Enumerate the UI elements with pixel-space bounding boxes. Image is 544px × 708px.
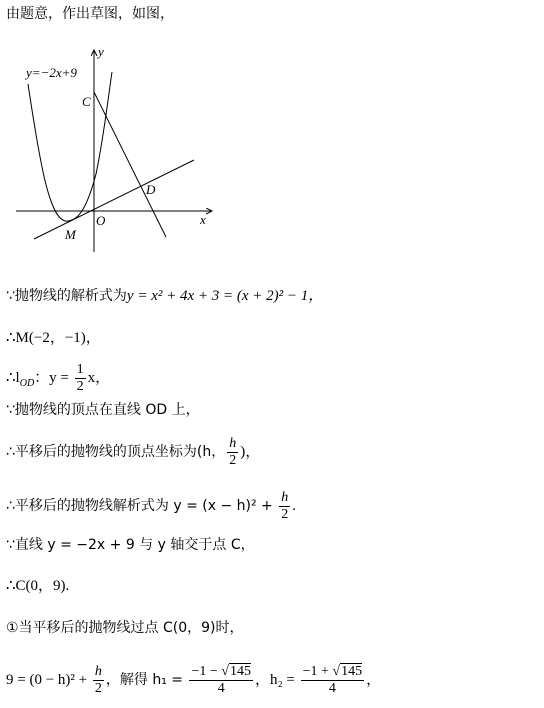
y-axis-label: y (98, 44, 104, 59)
step-10-pre: 9 = (0 − h)² + (6, 671, 91, 688)
intro-text: 由题意，作出草图，如图， (6, 6, 174, 22)
line-label: y=−2x+9 (26, 65, 77, 80)
step-7: ∵直线 y = −2x + 9 与 y 轴交于点 C， (6, 537, 255, 553)
step-8: ∴C(0，9). (6, 578, 70, 594)
step-6-den: 2 (281, 507, 289, 522)
step-3-sub: OD (19, 377, 35, 389)
step-6-pre: ∴平移后的抛物线解析式为 y = (x − h)² + (6, 497, 278, 514)
h2-fraction (301, 664, 364, 697)
step-3 (6, 362, 110, 395)
step-1-math: y = x² + 4x + 3 = (x + 2)² − 1， (126, 288, 324, 304)
step-5-num: h (229, 436, 237, 451)
step-6 (6, 490, 296, 523)
step-10-comma: ，h₂ = (254, 671, 299, 688)
point-c-label: C (82, 94, 91, 109)
step-5-post: )， (240, 443, 261, 460)
step-3-num: 1 (76, 362, 84, 377)
h2-den: 4 (328, 681, 336, 696)
step-3-fraction (75, 362, 86, 395)
step-10-post: ， (366, 671, 382, 688)
step-6-post: . (292, 497, 296, 514)
step-9: ①当平移后的抛物线过点 C(0，9)时， (6, 620, 244, 636)
step-3-post: x， (87, 369, 111, 386)
x-axis-label: x (200, 212, 206, 227)
step-5-fraction (227, 436, 238, 469)
h2-num-a: −1 + √ (302, 664, 341, 679)
step-6-fraction (279, 490, 290, 523)
parabola-curve (28, 72, 112, 221)
step-5-pre: ∴平移后的抛物线的顶点坐标为(h， (6, 443, 226, 460)
point-m-label: M (65, 227, 76, 242)
step-3-eq: ：y = (34, 369, 73, 386)
origin-label: O (96, 213, 106, 228)
step-1-text: ∵抛物线的解析式为 (6, 288, 127, 304)
point-d-label: D (146, 182, 156, 197)
h2-radicand: 145 (341, 664, 363, 679)
h1-radicand: 145 (229, 664, 251, 679)
step-1 (6, 286, 323, 306)
sketch-figure (10, 44, 250, 264)
step-10-num: h (94, 664, 102, 679)
step-2 (6, 328, 101, 348)
h1-den: 4 (217, 681, 225, 696)
step-10-mid: ，解得 h₁ = (105, 671, 188, 688)
h1-fraction (189, 664, 252, 697)
step-3-pre: ∴l (6, 369, 20, 386)
step-2-text: ∴M(−2，−1)， (6, 330, 101, 346)
step-3-den: 2 (76, 379, 84, 394)
step-4: ∵抛物线的顶点在直线 OD 上， (6, 402, 200, 418)
step-5-den: 2 (229, 453, 237, 468)
step-5 (6, 436, 260, 469)
step-6-num: h (281, 490, 289, 505)
step-10 (6, 664, 381, 697)
h1-num-a: −1 − √ (191, 664, 229, 679)
step-10-den: 2 (94, 681, 102, 696)
step-10-fraction-h (93, 664, 104, 697)
line-od (34, 160, 194, 239)
